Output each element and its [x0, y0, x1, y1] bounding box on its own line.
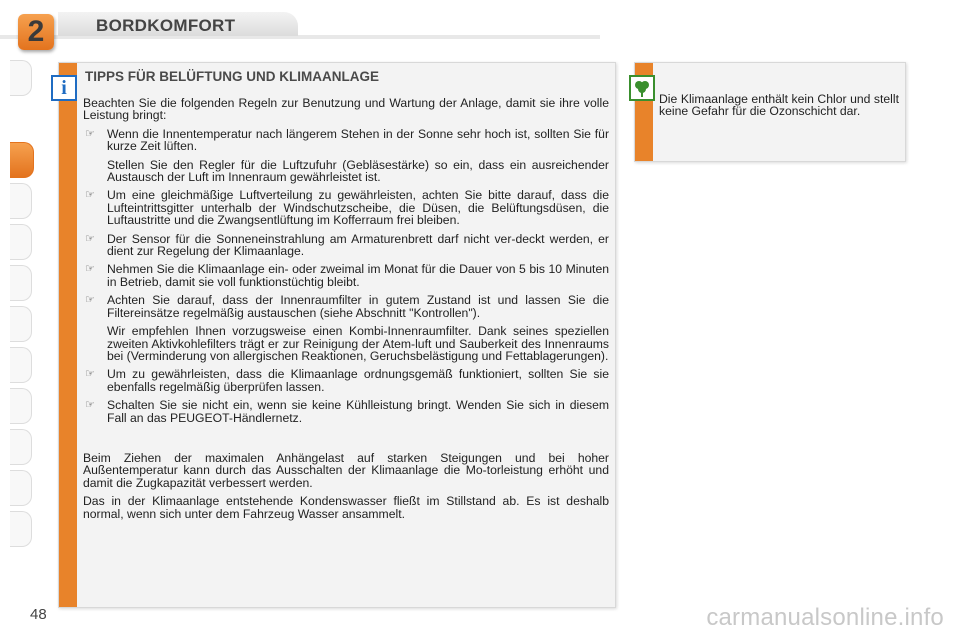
info-icon: i [51, 75, 77, 101]
condensation-paragraph: Das in der Klimaanlage entstehende Kondenswasser fließt im Stillstand ab. Es ist deshalb normal, wenn sich unter dem Fahrzeug Wasser ansammelt. [83, 494, 609, 521]
chapter-title: BORDKOMFORT [96, 16, 236, 35]
chapter-tab-5[interactable] [10, 265, 32, 301]
page-number: 48 [30, 606, 47, 623]
info-box-body [83, 97, 609, 526]
chapter-badge [18, 14, 54, 50]
chapter-tab-8[interactable] [10, 388, 32, 424]
chapter-tab-7[interactable] [10, 347, 32, 383]
list-item: ☞ Um eine gleichmäßige Luftverteilung zu gewährleisten, achten Sie bitte darauf, dass die Lufteintrittsgitter unterhalb der Windschutzscheibe, die Düsen, die Belüftungsdüsen, die Luftaustritte und die Zwangsentlüftung im Kofferraum frei bleiben. [85, 188, 609, 228]
list-item: ☞ Wenn die Innentemperatur nach längerem Stehen in der Sonne sehr hoch ist, sollten Sie für kurze Zeit lüften. [85, 126, 609, 154]
info-box-title: TIPPS FÜR BELÜFTUNG UND KLIMAANLAGE [85, 69, 379, 84]
chapter-number: 2 [27, 15, 45, 48]
list-item: ☞ Achten Sie darauf, dass der Innenraumfilter in gutem Zustand ist und lassen Sie die Filtereinsätze regelmäßig austauschen (siehe Abschnitt "Kontrollen"). [85, 293, 609, 320]
chapter-tab-9[interactable] [10, 429, 32, 465]
pointing-hand-icon: ☞ [85, 294, 95, 307]
info-box [58, 62, 616, 608]
pointing-hand-icon: ☞ [85, 127, 95, 140]
list-item-continuation: Stellen Sie den Regler für die Luftzufuhr (Gebläsestärke) so ein, dass ein ausreichender Austausch der Luft im Innenraum gewährleistet ist. [107, 157, 609, 185]
eco-text: Die Klimaanlage enthält kein Chlor und stellt keine Gefahr für die Ozonschicht dar. [659, 92, 899, 119]
list-item: ☞ Der Sensor für die Sonneneinstrahlung am Armaturenbrett darf nicht ver-deckt werden, er dient zur Regelung der Klimaanlage. [85, 231, 609, 259]
intro-paragraph: Beachten Sie die folgenden Regeln zur Benutzung und Wartung der Anlage, damit sie ihre volle Leistung bringt: [83, 96, 609, 123]
pointing-hand-icon: ☞ [85, 399, 95, 412]
spacer [83, 430, 609, 452]
chapter-tab-1[interactable] [10, 60, 32, 96]
chapter-tab-6[interactable] [10, 306, 32, 342]
chapter-tabs [10, 60, 32, 575]
towing-paragraph: Beim Ziehen der maximalen Anhängelast auf starken Steigungen und bei hoher Außentemperatur kann durch das Ausschalten der Klimaanlage die Mo-torleistung erhöht und damit die Zugkapazität verbessert werden. [83, 450, 609, 490]
chapter-tab-10[interactable] [10, 470, 32, 506]
list-item-continuation: Wir empfehlen Ihnen vorzugsweise einen Kombi-Innenraumfilter. Dank seines speziellen zweiten Aktivkohlefilters trägt er zur Reinigung der Atem-luft und Sauberkeit des Innenraums bei (Verminderung von allergischen Reaktionen, Geruchsbelästigung und Fettablagerungen). [107, 324, 609, 363]
info-box-stripe [59, 63, 77, 607]
watermark: carmanualsonline.info [706, 604, 944, 631]
chapter-tab-4[interactable] [10, 224, 32, 260]
chapter-tab-active[interactable] [10, 142, 34, 178]
pointing-hand-icon: ☞ [85, 263, 95, 276]
list-item: ☞ Um zu gewährleisten, dass die Klimaanlage ordnungsgemäß funktioniert, sollten Sie sie ebenfalls regelmäßig überprüfen lassen. [85, 367, 609, 394]
list-item: ☞ Schalten Sie sie nicht ein, wenn sie keine Kühlleistung bringt. Wenden Sie sich in diesem Fall an das PEUGEOT-Händlernetz. [85, 398, 609, 425]
pointing-hand-icon: ☞ [85, 232, 95, 245]
chapter-tab-11[interactable] [10, 511, 32, 547]
list-item: ☞ Nehmen Sie die Klimaanlage ein- oder zweimal im Monat für die Dauer von 5 bis 10 Minuten in Betrieb, damit sie voll funktionstüchtig bleibt. [85, 262, 609, 289]
clover-icon [629, 75, 655, 101]
eco-box [634, 62, 906, 162]
pointing-hand-icon: ☞ [85, 368, 95, 381]
pointing-hand-icon: ☞ [85, 189, 95, 202]
chapter-tab-3[interactable] [10, 183, 32, 219]
